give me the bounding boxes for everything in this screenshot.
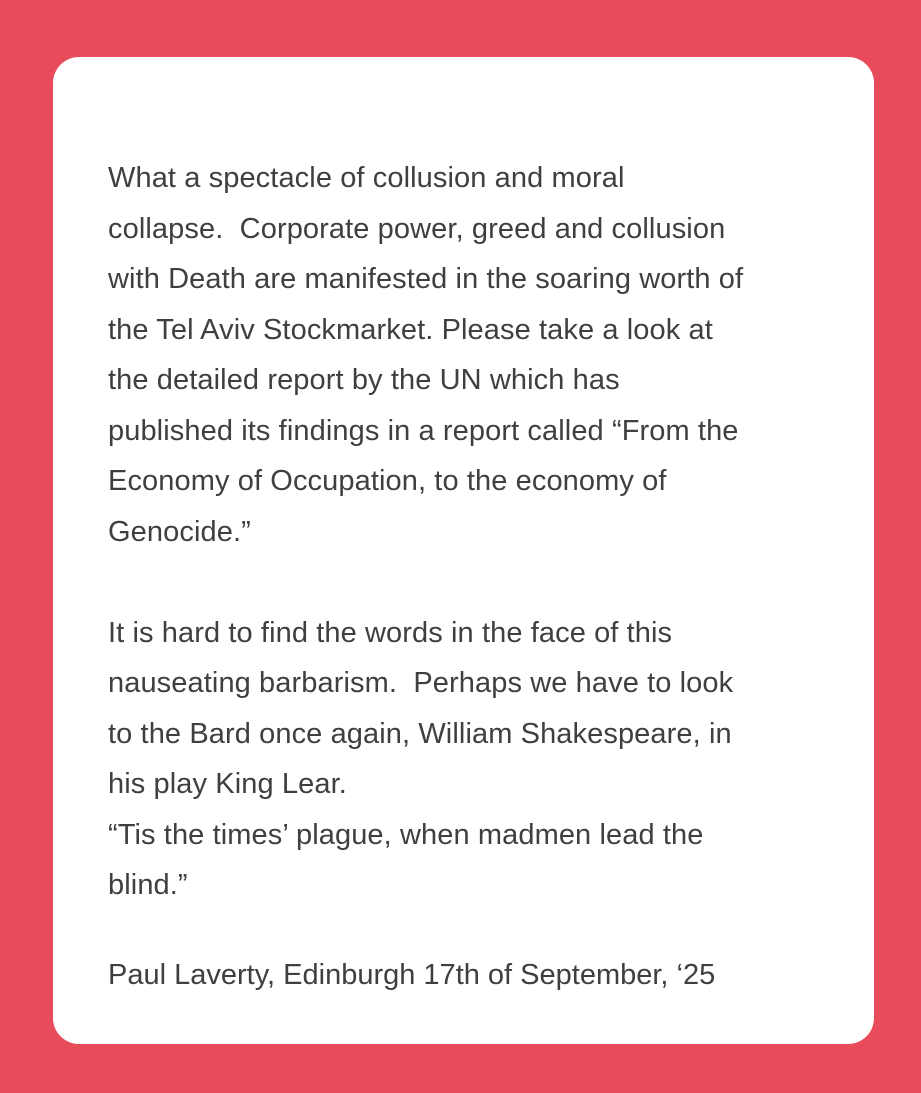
text-line: published its findings in a report called “From the — [108, 414, 739, 447]
text-line: What a spectacle of collusion and moral — [108, 162, 625, 194]
signature: Paul Laverty, Edinburgh 17th of September, ‘25 — [108, 959, 716, 991]
text-line: It is hard to find the words in the face of this — [108, 616, 673, 649]
text-line: his play King Lear. — [108, 768, 347, 800]
paragraph-1 — [108, 153, 834, 557]
text-line: the Tel Aviv Stockmarket. Please take a look at — [108, 313, 713, 346]
text-line: to the Bard once again, William Shakespeare, in — [108, 717, 732, 750]
text-line: the detailed report by the UN which has — [108, 364, 620, 396]
text-line: “Tis the times’ plague, when madmen lead the — [108, 818, 704, 851]
text-line: collapse. Corporate power, greed and collusion — [108, 212, 726, 245]
paragraph-spacer — [108, 557, 834, 608]
text-line: with Death are manifested in the soaring worth of — [108, 263, 744, 295]
text-line: nauseating barbarism. Perhaps we have to look — [108, 667, 734, 699]
text-line: blind.” — [108, 869, 188, 901]
text-line: Economy of Occupation, to the economy of — [108, 465, 667, 497]
text-line: Genocide.” — [108, 515, 251, 548]
paragraph-2 — [108, 608, 834, 911]
statement-card — [53, 57, 874, 1044]
